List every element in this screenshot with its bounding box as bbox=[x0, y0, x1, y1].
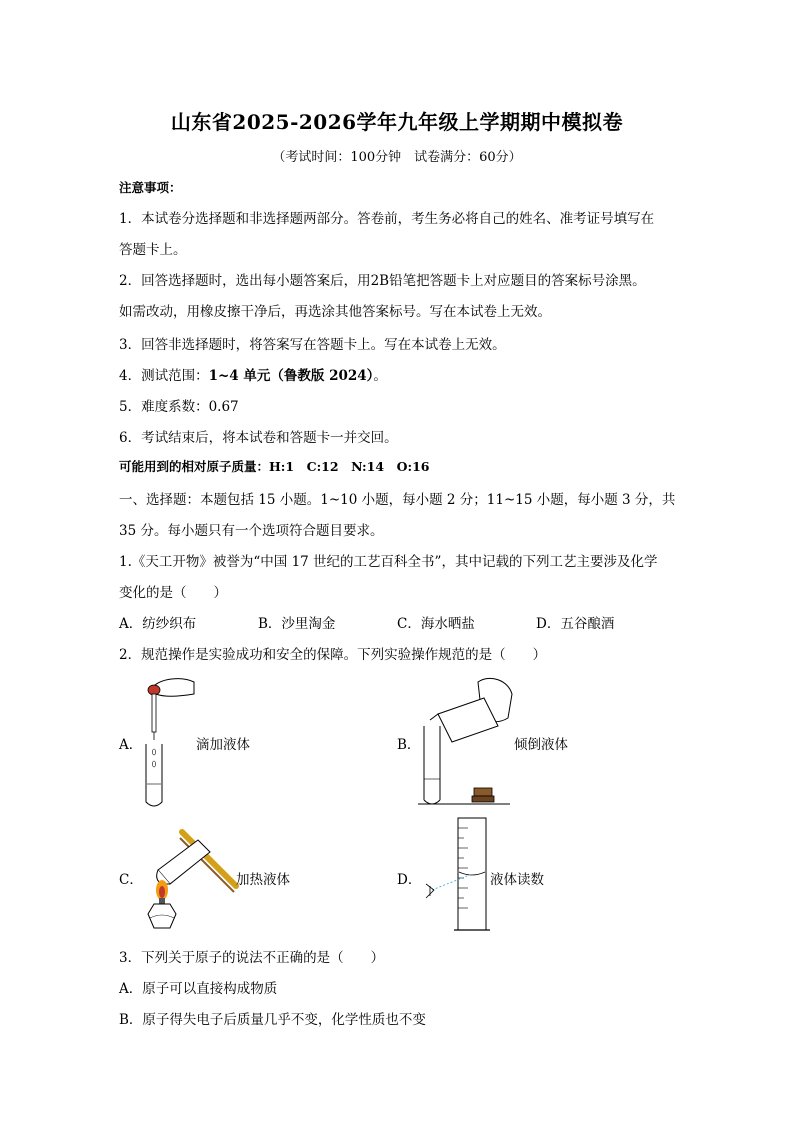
page-title: 山东省2025-2026学年九年级上学期期中模拟卷 bbox=[170, 110, 624, 134]
question-2-option-b-label: 倾倒液体 bbox=[514, 737, 568, 753]
notice-item-range bbox=[119, 364, 387, 384]
atomic-mass-note: 可能用到的相对原子质量：H:1 C:12 N:14 O:16 bbox=[119, 459, 430, 474]
question-2-option-b-letter: B． bbox=[397, 737, 421, 753]
pouring-illustration bbox=[418, 674, 518, 810]
question-2-option-a-label: 滴加液体 bbox=[196, 737, 250, 753]
question-3-option-b: B．原子得失电子后质量几乎不变，化学性质也不变 bbox=[119, 1012, 426, 1028]
notice-item: 答题卡上。 bbox=[119, 242, 187, 258]
notice-item: 2．回答选择题时，选出每小题答案后，用2B铅笔把答题卡上对应题目的答案标号涂黑。 bbox=[119, 273, 646, 289]
question-2-option-c-letter: C． bbox=[119, 872, 143, 888]
graduated-cylinder-illustration bbox=[420, 814, 500, 938]
notice-item: 5．难度系数：0.67 bbox=[119, 399, 239, 415]
heating-illustration bbox=[140, 826, 240, 934]
question-2-option-a-letter: A． bbox=[119, 737, 143, 753]
range-value: 1~4 单元（鲁教版 2024） bbox=[208, 368, 374, 384]
question-3-option-a: A．原子可以直接构成物质 bbox=[119, 981, 278, 997]
question-2-option-d-letter: D． bbox=[397, 872, 422, 888]
question-1-option-c: C．海水晒盐 bbox=[397, 616, 475, 632]
question-1-option-d: D．五谷酿酒 bbox=[536, 616, 615, 632]
range-suffix: 。 bbox=[373, 368, 387, 384]
question-2-option-d-label: 液体读数 bbox=[490, 872, 544, 888]
question-1-stem: 变化的是（ ） bbox=[119, 585, 227, 601]
dropper-illustration bbox=[132, 672, 202, 812]
question-3-stem: 3．下列关于原子的说法不正确的是（ ） bbox=[119, 950, 385, 966]
section-heading: 35 分。每小题只有一个选项符合题目要求。 bbox=[119, 523, 384, 539]
question-1-stem: 1.《天工开物》被誉为“中国 17 世纪的工艺百科全书”，其中记载的下列工艺主要涉及化学 bbox=[119, 554, 658, 570]
notice-item: 1．本试卷分选择题和非选择题两部分。答卷前，考生务必将自己的姓名、准考证号填写在 bbox=[119, 211, 655, 227]
question-2-stem: 2．规范操作是实验成功和安全的保障。下列实验操作规范的是（ ） bbox=[119, 647, 547, 663]
notice-item: 6．考试结束后，将本试卷和答题卡一并交回。 bbox=[119, 430, 398, 446]
question-2-option-c-label: 加热液体 bbox=[236, 872, 290, 888]
question-1-option-a: A．纺纱织布 bbox=[119, 616, 197, 632]
range-prefix: 4．测试范围： bbox=[119, 368, 209, 384]
notice-item: 如需改动，用橡皮擦干净后，再选涂其他答案标号。写在本试卷上无效。 bbox=[119, 304, 551, 320]
notice-item: 3．回答非选择题时，将答案写在答题卡上。写在本试卷上无效。 bbox=[119, 337, 506, 353]
question-1-option-b: B．沙里淘金 bbox=[258, 616, 336, 632]
section-heading: 一、选择题：本题包括 15 小题。1~10 小题，每小题 2 分；11~15 小题，每小题 3 分，共 bbox=[119, 492, 676, 508]
notice-heading: 注意事项： bbox=[119, 180, 182, 195]
exam-info: （考试时间：100分钟 试卷满分：60分） bbox=[272, 150, 522, 165]
